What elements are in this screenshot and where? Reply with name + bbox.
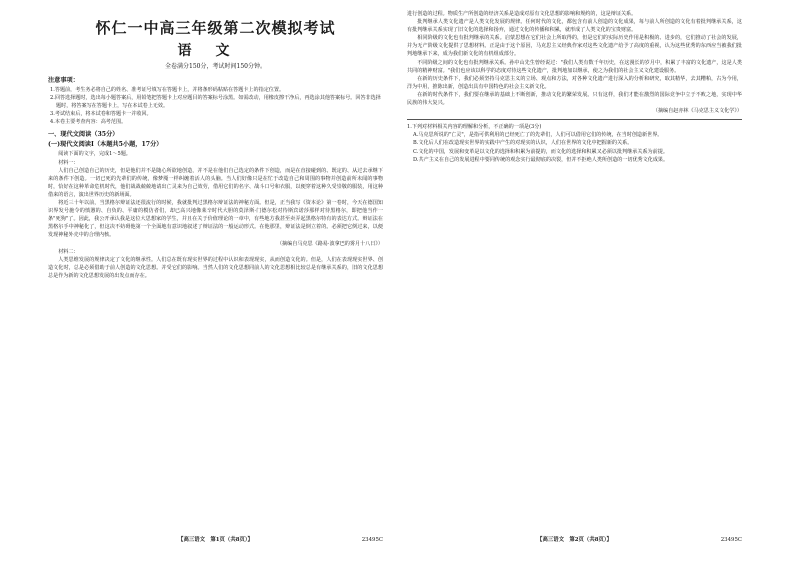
paragraph: 不同阶级之间的文化也有批判继承关系。孙中山先生曾经说过："我们人类有数千年历史，在这漫长的岁月中，积累了丰富的文化遗产，这是人类共同的精神财富。"我们也应该以科学的态度对待这些文化遗产，批判地加以继承，使之为我们的社会主义文化建设服务。 [407, 59, 742, 74]
footer-page-label: 【高三语文 第1页（共8页）】 [178, 537, 253, 543]
notice-item: 2.回答选择题时，选出每小题答案后，用铅笔把答题卡上对应题目的答案标号涂黑。如需改动，用橡皮擦干净后，再选涂其他答案标号。回答非选择题时，将答案写在答题卡上，写在本试卷上无效。 [50, 95, 381, 110]
paragraph: 批判继承人类文化遗产是人类文化发展的规律。任何时代的文化，都包含有前人创造的文化成果，每与前人所创造的文化有着批判继承关系，这有批判继承关系实现了旧文化的选择和扬弃，通过文化的传播和积累，就形成了人类文化的宝贵财富。 [407, 19, 742, 34]
paragraph: 在新的时代条件下，我们要在继承的基础上不断创新，推动文化的繁荣发展。只有这样，我们才能在激烈的国际竞争中立于不败之地，实现中华民族的伟大复兴。 [407, 91, 742, 107]
exam-title: 怀仁一中高三年级第二次模拟考试 [95, 19, 336, 37]
material-label: 材料一： [58, 159, 79, 166]
answer-option: D.共产主义在自己的发展进程中要同传统的观念实行最彻底的决裂，但并不拒绝人类所创造的一切优秀文化成果。 [413, 156, 669, 163]
exam-meta: 全卷满分150分，考试时间150分钟。 [165, 63, 266, 70]
divider [407, 119, 742, 120]
notice-item: 3.考试结束后，将本试卷和答题卡一并收回。 [50, 111, 152, 118]
answer-option: C.文化的中国，发展和变革是以文化的选择和积累为前提的，而文化的选择和积累又必须以批判继承关系为前提。 [413, 148, 668, 155]
paragraph: 在新的历史条件下，我们必须坚持马克思主义的立场、观点和方法，对各种文化遗产进行深入的分析和研究，取其精华，去其糟粕，古为今用，洋为中用，推陈出新，创造出具有中国特色的社会主义新文化。 [407, 75, 742, 90]
instruction: 阅读下面的文字，完成1～5题。 [58, 151, 131, 158]
left-page [48, 10, 383, 545]
question: 1.下列对材料相关内容的理解和分析，不正确的一项是(3分) [407, 124, 542, 131]
paragraph: 将近三十年以前，当黑格尔辩证法还很流行的时候，我就批判过黑格尔辩证法的神秘方面。但是，正当我写《资本论》第一卷时，今天在德国知识界发号施令的愤懑的、自负的、平庸的模仿者们，却已高兴地像莱辛时代大胆的莫泽斯·门德尔松对待斯宾诺莎那样对待黑格尔，即把他当作一条"死狗"了。因此，我公开承认我是这位大思想家的学生，并且在关于价值理论的一章中，有些地方我甚至卖弄起黑格尔特有的表达方式。辩证法在黑格尔手中神秘化了，但这决不妨碍他第一个全面地有意识地叙述了辩证法的一般运动形式。在他那里，辩证法是倒立着的。必须把它倒过来，以便发现神秘外壳中的合理内核。 [48, 200, 383, 239]
notice-item: 4.本卷主要考查内容：高考范围。 [50, 119, 127, 126]
footer-code: 23495C [361, 537, 383, 543]
notice-heading: 注意事项： [48, 77, 79, 84]
page-footer [48, 535, 383, 545]
subsection-heading: (一)现代文阅读Ⅰ（本题共5小题，17分） [48, 141, 163, 149]
notice-item: 1.答题前，考生务必将自己的姓名、准考证号填写在答题卡上，并将条形码粘贴在答题卡上的指定位置。 [50, 87, 285, 93]
subject-title: 语文 [177, 43, 254, 59]
section-heading: 一、现代文阅读（35分） [48, 131, 119, 139]
answer-option: B.文化后人们在改造现实世界的实践中产生的对现实的认识，人们在世界的文化中把握新的关系。 [413, 140, 633, 147]
paragraph: 相同阶级的文化也有批判继承的关系。启蒙思想在它们社会上所取得的，但是它们的实际历史作用是积极的、进步的，它们推动了社会的发展，并为无产阶级文化提供了思想材料。正是由于这个原因，马克思主义经典作家对这些文化遗产给予了高度的重视，认为这些优秀的东西应当被我们批判地继承下来，成为我们新文化的有机组成部分。 [407, 35, 742, 58]
source-citation: （摘编自赵亦林《马克思主义文化学》） [652, 108, 742, 115]
material-label: 材料二： [58, 248, 79, 255]
footer-code: 23495C [720, 537, 742, 543]
paragraph: 进行创造的过程。物质生产所创造的经济关系是造成对原有文化思想的影响和规约的，这是辩证关系。 [407, 11, 637, 17]
footer-page-label: 【高三语文 第2页（共8页）】 [537, 537, 612, 543]
page-footer [407, 535, 742, 545]
paragraph: 人们自己创造自己的历史，但是他们并不是随心所欲地创造，并不是在他们自己选定的条件下创造，而是在直接碰到的、既定的、从过去承继下来的条件下创造。一切已死的先辈们的传统，像梦魇一样纠缠着活人的头脑。当人们好像只是在忙于改造自己和周围的事物并创造前所未闻的事物时，恰好在这种革命危机时代，他们战战兢兢地请出亡灵来为自己效劳，借用它们的名字、战斗口号和衣服，以便穿着这种久受崇敬的服装，用这种借来的语言，演出世界历史的新场面。 [48, 167, 383, 198]
answer-option: A.马克思所说的"亡灵"，是指可供利用的已经死亡了的先辈们，人们可以借用它们的传统，在当时创造新世界。 [413, 132, 663, 139]
source-citation: （摘编自马克思《路易·波拿巴的雾月十八日》） [276, 240, 383, 247]
right-page [407, 10, 742, 545]
paragraph: 人类思维发展的规律决定了文化的继承性。人们总在既有现实世界的过程中认识和表现现实，从而创造文化的。但是，人们在表现现实世界、创造文化时，总是必须借助于前人创造的文化思想。并受它们的影响。当然人们的文化思想同前人的文化思想相比较总是有继承关系的，旧的文化思想总是作为新的文化思想发展的出发点而存在。 [48, 256, 383, 279]
